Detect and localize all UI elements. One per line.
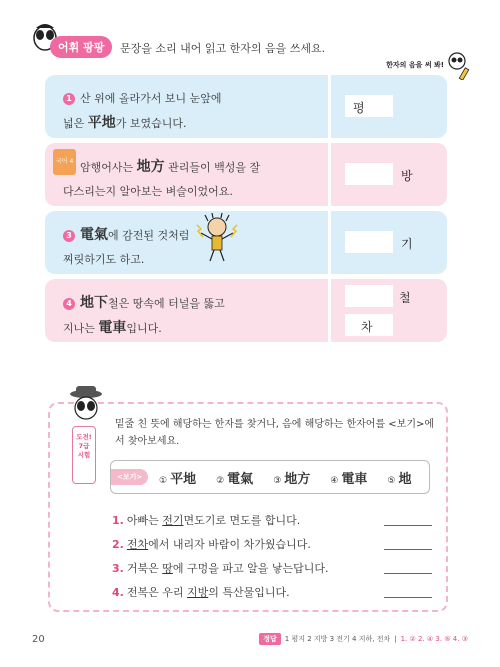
example-item: ① 平地 — [159, 472, 197, 487]
subject-tag: 국어 4 — [53, 149, 76, 175]
question-row-2 — [45, 143, 447, 206]
answer-area-2 — [331, 143, 447, 206]
challenge-item-4: 4. 전복은 우리 지방의 특산물입니다. — [112, 584, 432, 608]
challenge-answer-key: 1. ② 2. ④ 3. ⑤ 4. ③ — [400, 635, 468, 643]
answer-text: 철 — [399, 291, 411, 305]
example-item: ② 電氣 — [216, 472, 254, 487]
question-row-3 — [45, 211, 447, 274]
challenge-list — [112, 512, 432, 608]
answer-text: 평 — [353, 101, 365, 115]
answer-blank[interactable] — [384, 573, 432, 574]
answer-box[interactable] — [345, 285, 393, 307]
section-badge: 어휘 팡팡 — [50, 36, 112, 58]
electrocuted-character-icon — [195, 213, 239, 263]
answer-text: 방 — [401, 169, 413, 183]
question-text-3: 3 電氣에 감전된 것처럼 찌릿하기도 하고. — [45, 211, 328, 274]
example-item: ③ 地方 — [273, 472, 311, 487]
answer-key-text: 1 평지 2 지방 3 전기 4 지하, 전차 — [284, 635, 391, 643]
answer-blank[interactable] — [384, 597, 432, 598]
question-row-4 — [45, 279, 447, 342]
answer-area-1 — [331, 75, 447, 138]
answer-box[interactable] — [345, 163, 393, 185]
challenge-item-1: 1. 아빠는 전기면도기로 면도를 합니다. — [112, 512, 432, 536]
question-text-1: 1 산 위에 올라가서 보니 눈앞에 넓은 平地가 보였습니다. — [45, 75, 328, 138]
example-box — [110, 460, 430, 494]
answer-text: 차 — [361, 320, 373, 334]
header — [32, 22, 472, 69]
question-text-4: 4 地下철은 땅속에 터널을 뚫고 지나는 電車입니다. — [45, 279, 328, 342]
example-items — [159, 468, 411, 487]
question-number: 4 — [63, 298, 75, 310]
example-item: ⑤ 地 — [387, 472, 412, 487]
hint-label: 한자의 음을 써 봐! — [386, 61, 444, 69]
question-number: 1 — [63, 93, 75, 105]
answer-area-4 — [331, 279, 447, 342]
example-label: <보기> — [111, 469, 148, 485]
challenge-section — [48, 402, 448, 612]
challenge-item-2: 2. 전차에서 내리자 바람이 차가웠습니다. — [112, 536, 432, 560]
question-row-1 — [45, 75, 447, 138]
answer-box[interactable] — [345, 231, 393, 253]
challenge-item-3: 3. 거북은 땅에 구멍을 파고 알을 낳는답니다. — [112, 560, 432, 584]
answer-blank[interactable] — [384, 549, 432, 550]
challenge-instruction: 밑줄 친 뜻에 해당하는 한자를 찾거나, 음에 해당하는 한자어를 <보기>에서 찾아보세요. — [115, 419, 435, 447]
answer-area-3 — [331, 211, 447, 274]
answer-blank[interactable] — [384, 525, 432, 526]
answer-tag: 정답 — [259, 633, 281, 645]
answer-key — [259, 633, 468, 645]
example-item: ④ 電車 — [330, 472, 368, 487]
page-number: 20 — [32, 634, 45, 645]
instruction-text: 문장을 소리 내어 읽고 한자의 음을 쓰세요. — [120, 42, 326, 55]
question-text-2: 국어 4 암행어사는 地方 관리들이 백성을 잘 다스리는지 알아보는 벼슬이었어요. — [45, 143, 328, 206]
answer-text: 기 — [401, 237, 413, 251]
question-number: 3 — [63, 230, 75, 242]
answer-divider: | — [394, 635, 397, 643]
detective-mascot-icon — [64, 386, 108, 430]
challenge-scroll: 도전! 7급 시험 — [72, 426, 96, 484]
